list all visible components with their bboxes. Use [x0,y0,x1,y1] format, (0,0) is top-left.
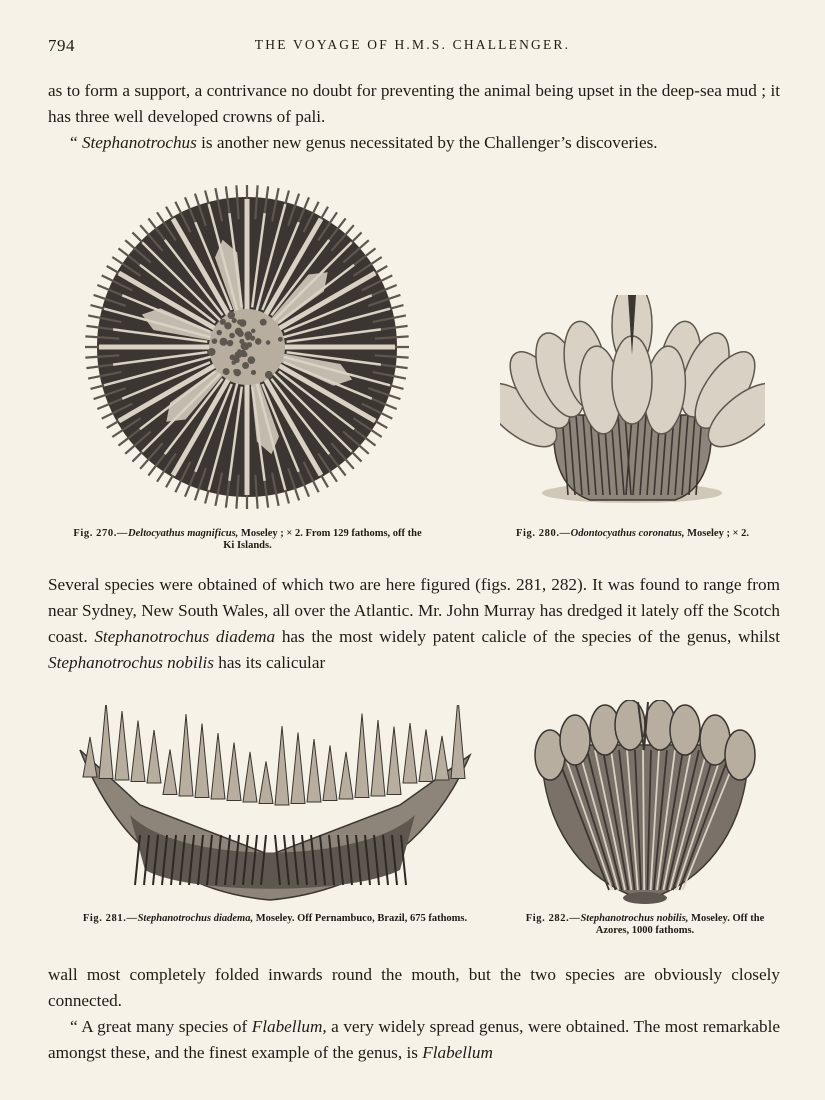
paragraph-3-text-a: Several species were obtained of which two are here figured (figs. 281, 282). It was found to range from near Sydney, New South Wales, all over the Atlantic. Mr. John Murray has dredged it lately off the Scotch coast. [48,575,780,646]
paragraph-4: wall most completely folded inwards round the mouth, but the two species are obviously closely connected. [48,965,780,1010]
figure-282-details: Moseley. Off the Azores, 1000 fathoms. [595,913,765,936]
figure-280-species: Odontocyathus coronatus, [570,528,685,539]
genus-name: Stephanotrochus [81,133,197,152]
figure-282-caption [515,913,775,937]
figure-282-illustration [530,700,760,910]
figure-281-details: Moseley. Off Pernambuco, Brazil, 675 fathoms. [253,913,468,924]
paragraph-3 [48,572,780,676]
genus-flabellum-2: Flabellum [422,1043,493,1062]
paragraph-1: as to form a support, a contrivance no doubt for preventing the animal being upset in the deep-sea mud ; it has three well developed crowns of pali. [48,81,780,126]
figure-281-illustration [70,705,480,910]
figure-282-label: Fig. 282.— [525,913,581,924]
species-diadema: Stephanotrochus diadema [94,627,276,646]
figure-280-illustration [500,295,765,510]
paragraph-3-text-c: has its calicular [213,653,326,672]
figure-280-label: Fig. 280.— [515,528,571,539]
figure-280-caption [495,528,770,540]
quote-mark: “ [70,133,82,152]
paragraph-3-text-b: has the most widely patent calicle of the species of the genus, whilst [275,627,780,646]
page-number: 794 [48,36,75,55]
figure-281-caption [70,913,480,925]
figure-281-species: Stephanotrochus diadema, [137,913,254,924]
paragraph-2 [48,130,780,156]
figure-281-label: Fig. 281.— [82,913,138,924]
figure-270-species: Deltocyathus magnificus, [128,528,239,539]
figure-270-details: Moseley ; × 2. From 129 fathoms, off the Ki Islands. [223,528,422,551]
genus-flabellum: Flabellum, [251,1017,327,1036]
paragraph-5 [48,1014,780,1066]
figure-270-illustration [85,180,410,515]
paragraph-5-text-a: “ A great many species of [70,1017,252,1036]
page-header [48,36,777,58]
running-title: THE VOYAGE OF H.M.S. CHALLENGER. [254,37,571,52]
figure-280-details: Moseley ; × 2. [684,528,750,539]
paragraph-5-text-b: a very widely spread genus, were obtained. The most remarkable amongst these, and the finest example of the genus, is [48,1017,781,1062]
figure-282-species: Stephanotrochus nobilis, [580,913,689,924]
figure-270-caption [70,528,425,552]
paragraph-2-text: is another new genus necessitated by the Challenger’s discoveries. [196,133,658,152]
species-nobilis: Stephanotrochus nobilis [48,653,214,672]
figure-270-label: Fig. 270.— [73,528,129,539]
